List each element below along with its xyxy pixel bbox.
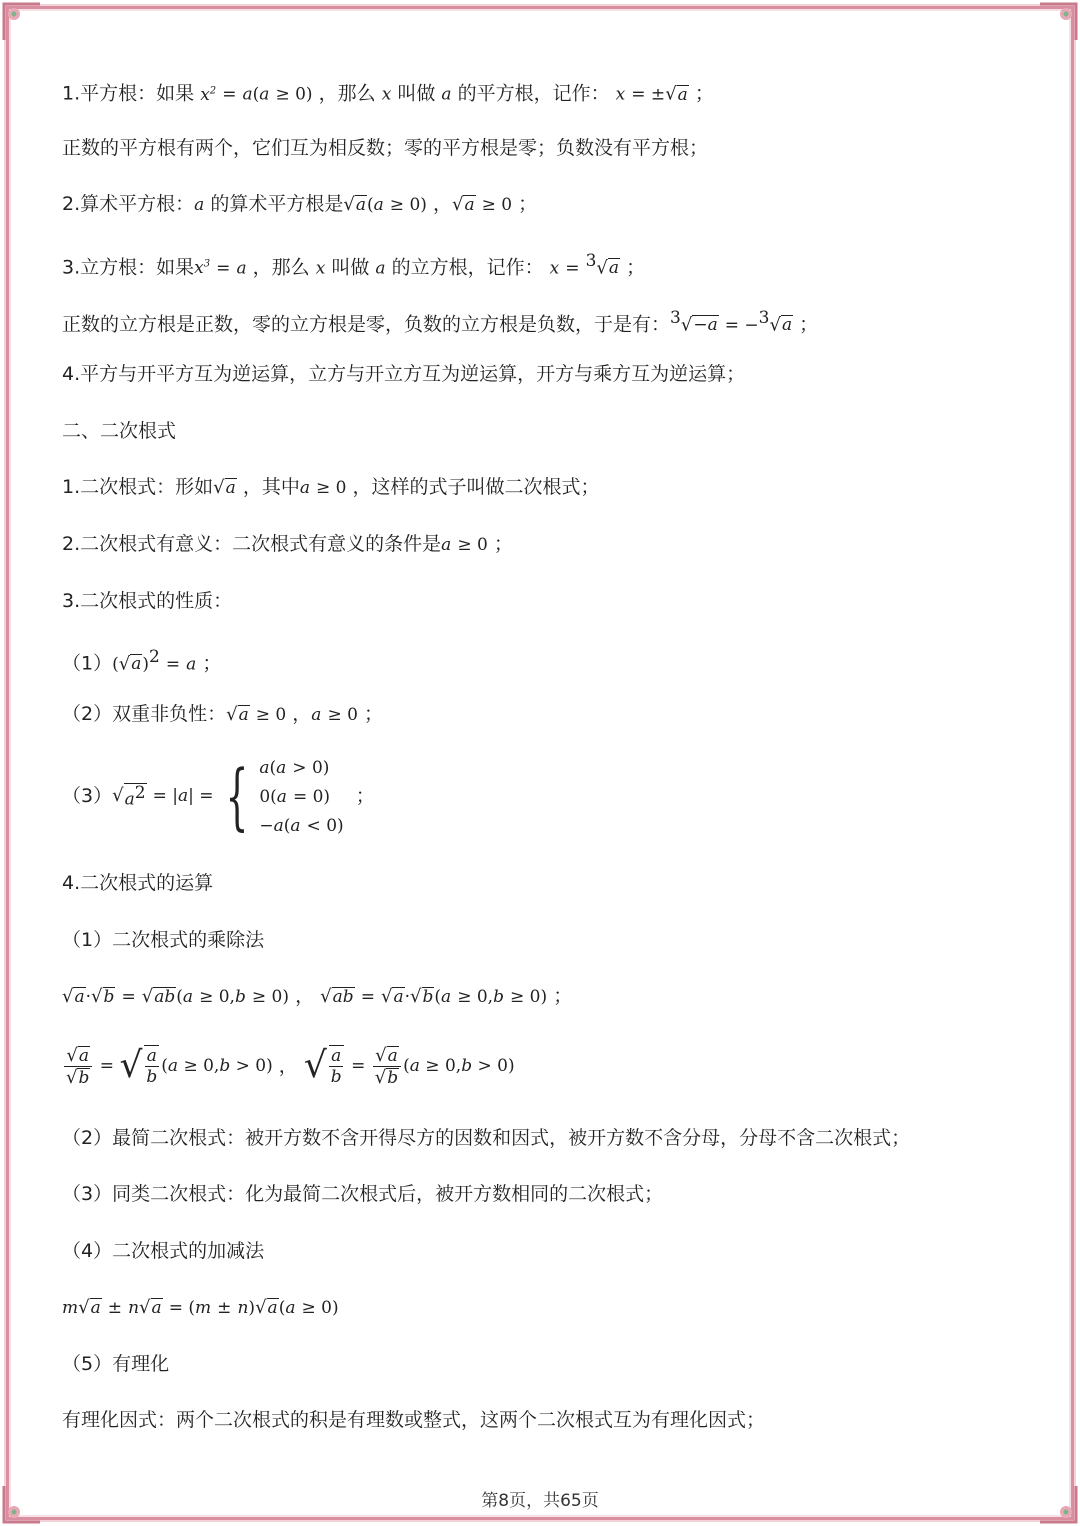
square-root-note: 正数的平方根有两个，它们互为相反数；零的平方根是零；负数没有平方根； <box>62 137 709 159</box>
like-radicals: （3）同类二次根式：化为最简二次根式后，被开方数相同的二次根式； <box>62 1183 664 1205</box>
cube-root-definition: 3.立方根：如果$x^3 = a$ ，那么 x 叫做 a 的立方根，记作： x = $^3$√a ； <box>62 251 646 279</box>
properties-heading: 3.二次根式的性质： <box>62 590 233 612</box>
property-1: $(1)(√a)^2 = a$ ； <box>62 647 222 675</box>
corner-ornament <box>1036 0 1080 44</box>
corner-ornament <box>0 0 44 44</box>
inverse-operations: 4.平方与开平方互为逆运算，立方与开立方互为逆运算，开方与乘方互为逆运算； <box>62 363 746 385</box>
add-sub-rule: m√a ± n√a = (m ± n)√a(a ≥ 0) <box>62 1297 339 1318</box>
add-sub-heading: （4）二次根式的加减法 <box>62 1240 265 1262</box>
property-2: （2）双重非负性：√a ≥ 0 ，a ≥ 0 ； <box>62 703 384 725</box>
operations-heading: 4.二次根式的运算 <box>62 872 214 894</box>
multiplication-rule: √a·√b = √ab(a ≥ 0,b ≥ 0) ， √ab = √a·√b(a ≥ 0,b ≥ 0) ； <box>62 985 573 1007</box>
property-3: （3） √ $a^2$ = | a | = { a(a > 0) 0(a = 0) −a(a < 0) ； <box>62 754 375 838</box>
meaningful-condition: 2.二次根式有意义：二次根式有意义的条件是a ≥ 0 ； <box>62 533 513 555</box>
division-rule: $\frac{√a}{√b}$ = √ $\frac{a}{b}$ ( a ≥ 0, b > 0) ， √ $\frac{a}{b}$ = $\frac{√a}{√b}$ ( a ≥ 0, b > 0) <box>66 1044 515 1088</box>
rationalizing-factor: 有理化因式：两个二次根式的积是有理数或整式，这两个二次根式互为有理化因式； <box>62 1409 766 1431</box>
square-root-definition: 1.平方根：如果 $x^2 = a(a \ge 0)$ ，那么 x 叫做 a 的平方根，记作： x = ±√a ； <box>62 82 714 105</box>
quadratic-radical-definition: 1.二次根式：形如√a ，其中a ≥ 0 ，这样的式子叫做二次根式； <box>62 476 600 498</box>
simplest-radical: （2）最简二次根式：被开方数不含开得尽方的因数和因式，被开方数不含分母，分母不含二次根式； <box>62 1127 911 1149</box>
mult-div-heading: （1）二次根式的乘除法 <box>62 929 265 951</box>
arithmetic-root-definition: 2.算术平方根：a 的算术平方根是√a(a ≥ 0) ，√a ≥ 0 ； <box>62 193 538 215</box>
page-footer: 第8页，共65页 <box>481 1491 599 1511</box>
section-heading: 二、二次根式 <box>62 420 177 442</box>
cube-root-note: 正数的立方根是正数，零的立方根是零，负数的立方根是负数，于是有：$^3$√−a = −$^3$√a ； <box>62 308 819 336</box>
rationalization-heading: （5）有理化 <box>62 1353 170 1375</box>
